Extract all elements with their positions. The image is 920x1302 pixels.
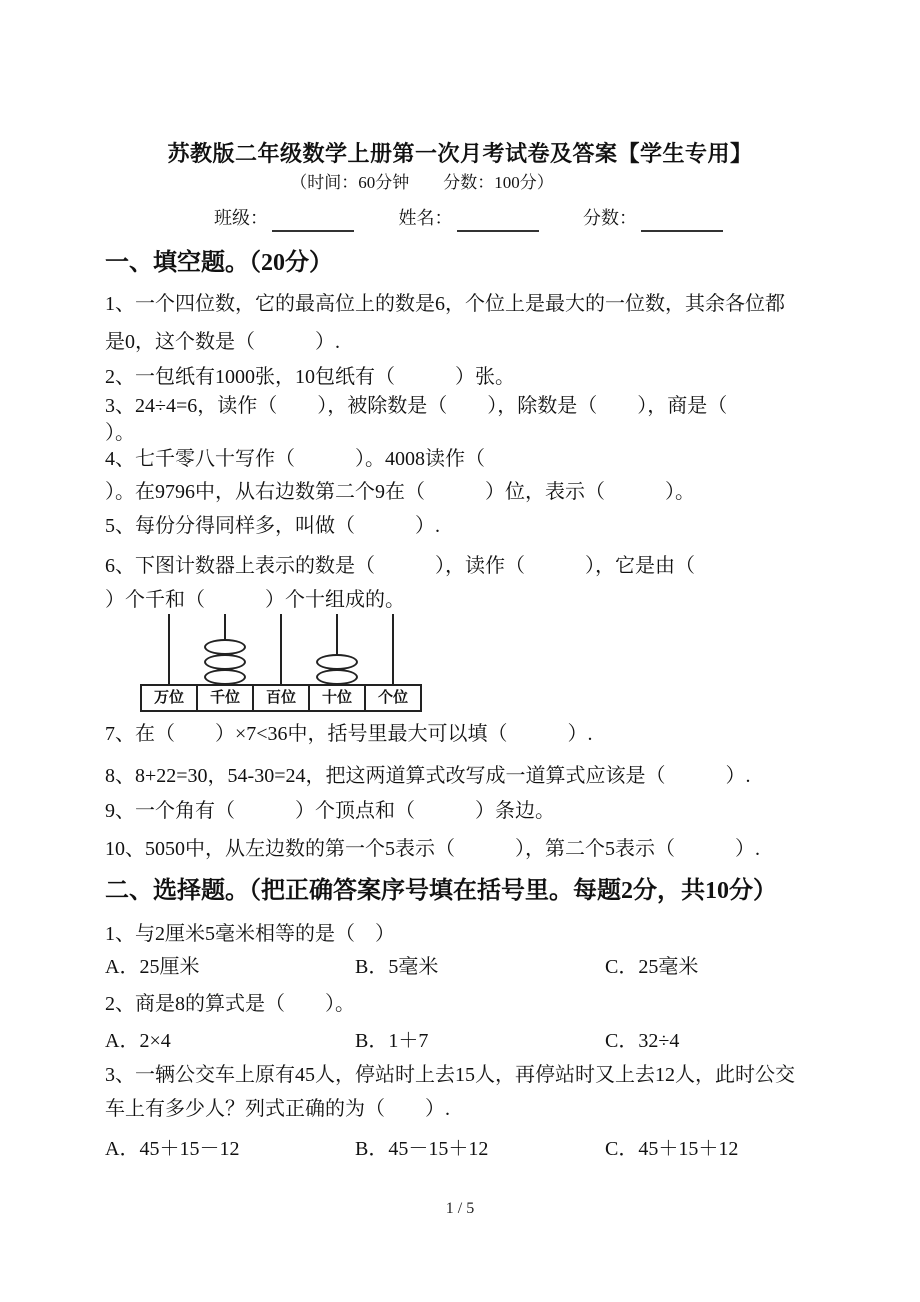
choice-q1-option-b: B．5毫米: [355, 956, 439, 978]
fill-q1-line1: 1、一个四位数，它的最高位上的数是6，个位上是最大的一位数，其余各位都: [105, 293, 785, 315]
choice-q2-option-b: B．1＋7: [355, 1030, 429, 1052]
choice-q1-options: [105, 954, 885, 981]
abacus-rod: [280, 614, 282, 686]
abacus-rod: [168, 614, 170, 686]
score-field: [583, 204, 723, 232]
choice-q3-options: [105, 1136, 885, 1163]
page-number: 1 / 5: [445, 1200, 475, 1217]
class-field-label: 班级：: [214, 208, 268, 228]
name-field: [399, 204, 539, 232]
abacus-place-label: 十位: [308, 684, 366, 712]
fill-q4-line1: 4、七千零八十写作（ ）。4008读作（: [105, 448, 485, 470]
student-fields-row: [214, 204, 723, 232]
abacus-place-label: 个位: [364, 684, 422, 712]
fill-q3-line1: 3、24÷4=6，读作（ ），被除数是（ ），除数是（ ），商是（: [105, 395, 728, 417]
fill-q4-line2: ）。在9796中，从右边数第二个9在（ ）位，表示（ ）。: [105, 481, 695, 503]
abacus-column: [252, 612, 310, 712]
fill-q8-line1: 8、8+22=30，54-30=24，把这两道算式改写成一道算式应该是（ ）.: [105, 765, 751, 787]
fill-q10-line1: 10、5050中，从左边数的第一个5表示（ ），第二个5表示（ ）.: [105, 838, 760, 860]
choice-q3-option-a: A．45＋15－12: [105, 1138, 240, 1160]
abacus-figure: [140, 612, 422, 714]
abacus-bead: [204, 669, 246, 685]
abacus-place-label: 百位: [252, 684, 310, 712]
abacus-column: [308, 612, 366, 712]
abacus-place-label: 万位: [140, 684, 198, 712]
fill-q6-line1: 6、下图计数器上表示的数是（ ），读作（ ），它是由（: [105, 555, 695, 577]
section1-heading: 一、填空题。（20分）: [105, 250, 333, 276]
choice-q1-stem: 1、与2厘米5毫米相等的是（ ）: [105, 923, 395, 945]
fill-q3-line2: ）。: [105, 422, 135, 444]
class-field: [214, 204, 354, 232]
name-field-label: 姓名：: [398, 208, 453, 228]
abacus-column: [140, 612, 198, 712]
abacus-bead: [316, 669, 358, 685]
choice-q3-option-b: B．45－15＋12: [355, 1138, 489, 1160]
score-field-blank: [641, 212, 723, 232]
abacus-bead: [204, 654, 246, 670]
choice-q2-option-c: C．32÷4: [605, 1030, 680, 1052]
fill-q5-line1: 5、每份分得同样多，叫做（ ）.: [105, 515, 440, 537]
choice-q1-option-a: A．25厘米: [105, 956, 200, 978]
choice-q2-stem: 2、商是8的算式是（ ）。: [105, 993, 355, 1015]
fill-q6-line2: ）个千和（ ）个十组成的。: [105, 589, 405, 611]
fill-q1-line2: 是0，这个数是（ ）.: [105, 331, 340, 353]
abacus-rod: [392, 614, 394, 686]
fill-q2-line1: 2、一包纸有1000张，10包纸有（ ）张。: [105, 366, 515, 388]
choice-q2-options: [105, 1028, 885, 1055]
fill-q9-line1: 9、一个角有（ ）个顶点和（ ）条边。: [105, 800, 555, 822]
abacus-place-label: 千位: [196, 684, 254, 712]
choice-q3-option-c: C．45＋15＋12: [605, 1138, 739, 1160]
abacus-bead: [204, 639, 246, 655]
page-title: 苏教版二年级数学上册第一次月考试卷及答案【学生专用】: [167, 140, 753, 166]
class-field-blank: [272, 212, 354, 232]
abacus-column: [364, 612, 422, 712]
name-field-blank: [457, 212, 539, 232]
abacus-bead: [316, 654, 358, 670]
score-field-label: 分数：: [583, 208, 637, 228]
choice-q2-option-a: A．2×4: [105, 1030, 171, 1052]
section2-heading: 二、选择题。（把正确答案序号填在括号里。每题2分，共10分）: [105, 878, 777, 904]
choice-q3-stem-line2: 车上有多少人？列式正确的为（ ）.: [105, 1098, 450, 1120]
abacus-column: [196, 612, 254, 712]
fill-q7-line1: 7、在（ ）×7<36中，括号里最大可以填（ ）.: [105, 723, 593, 745]
choice-q1-option-c: C．25毫米: [605, 956, 699, 978]
choice-q3-stem-line1: 3、一辆公交车上原有45人，停站时上去15人，再停站时又上去12人，此时公交: [105, 1064, 795, 1086]
exam-info-line: （时间：60分钟 分数：100分）: [290, 173, 554, 192]
